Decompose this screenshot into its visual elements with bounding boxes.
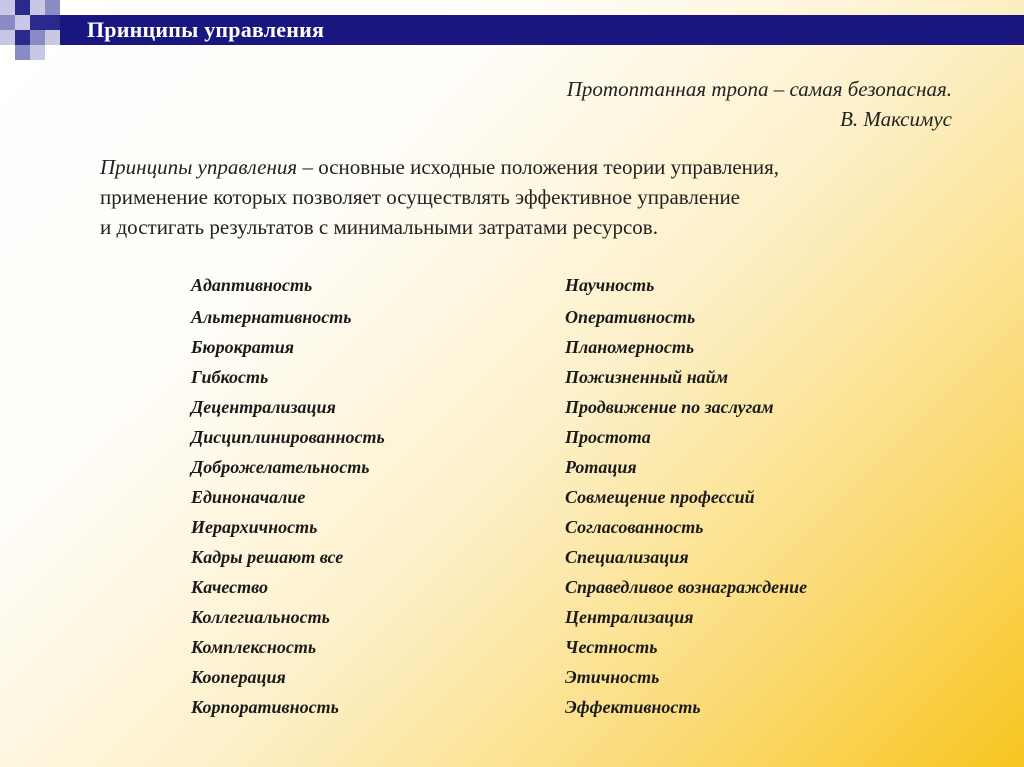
- deco-square: [0, 15, 15, 30]
- principle-item: Справедливое вознаграждение: [565, 577, 808, 597]
- deco-square: [15, 0, 30, 15]
- deco-square: [30, 30, 45, 45]
- deco-square: [45, 15, 60, 30]
- principle-item: Кадры решают все: [191, 547, 344, 567]
- deco-square: [30, 15, 45, 30]
- definition-text: – основные исходные положения теории управления,: [297, 155, 780, 179]
- principle-item: Централизация: [565, 607, 694, 627]
- principle-item: Этичность: [565, 667, 660, 687]
- principle-item: Децентрализация: [191, 397, 336, 417]
- principle-item: Согласованность: [565, 517, 704, 537]
- principle-item: Гибкость: [191, 367, 269, 387]
- principle-item: Специализация: [565, 547, 689, 567]
- deco-square: [30, 45, 45, 60]
- principles-list-right: [565, 270, 807, 722]
- principle-item: Коллегиальность: [191, 607, 330, 627]
- principle-item: Кооперация: [191, 667, 286, 687]
- principle-item: Иерархичность: [191, 517, 318, 537]
- definition-line-3: и достигать результатов с минимальными затратами ресурсов.: [100, 215, 658, 239]
- principle-item: Простота: [565, 427, 651, 447]
- principle-item: Оперативность: [565, 307, 696, 327]
- principle-item: Продвижение по заслугам: [565, 397, 774, 417]
- deco-square: [15, 15, 30, 30]
- deco-square: [45, 0, 60, 15]
- principle-item: Эффективность: [565, 697, 701, 717]
- principle-item: Адаптивность: [191, 275, 313, 295]
- deco-square: [15, 30, 30, 45]
- deco-square: [0, 0, 15, 15]
- principle-item: Альтернативность: [191, 307, 352, 327]
- definition-line-1: [100, 152, 980, 182]
- epigraph: [567, 74, 952, 134]
- definition-term: Принципы управления: [100, 155, 298, 179]
- deco-square: [0, 30, 15, 45]
- principle-item: Бюрократия: [191, 337, 294, 357]
- epigraph-quote: Протоптанная тропа – самая безопасная.: [566, 77, 952, 101]
- principle-item: Качество: [191, 577, 268, 597]
- principle-item: Комплексность: [191, 637, 317, 657]
- deco-square: [15, 45, 30, 60]
- title-bar: [60, 15, 1024, 45]
- principle-item: Дисциплинированность: [191, 427, 385, 447]
- principle-item: Научность: [565, 275, 655, 295]
- principle-item: Планомерность: [565, 337, 695, 357]
- deco-square: [30, 0, 45, 15]
- principles-list-left: [191, 270, 385, 722]
- deco-square: [45, 30, 60, 45]
- principle-item: Честность: [565, 637, 658, 657]
- slide-title: Принципы управления: [87, 17, 325, 42]
- principle-item: Пожизненный найм: [565, 367, 729, 387]
- principle-item: Совмещение профессий: [565, 487, 755, 507]
- principle-item: Единоначалие: [191, 487, 306, 507]
- principle-item: Корпоративность: [191, 697, 339, 717]
- epigraph-author: В. Максимус: [840, 107, 952, 131]
- definition-line-2: применение которых позволяет осуществлять эффективное управление: [100, 185, 741, 209]
- principle-item: Доброжелательность: [191, 457, 370, 477]
- principle-item: Ротация: [565, 457, 637, 477]
- definition-paragraph: [100, 152, 980, 242]
